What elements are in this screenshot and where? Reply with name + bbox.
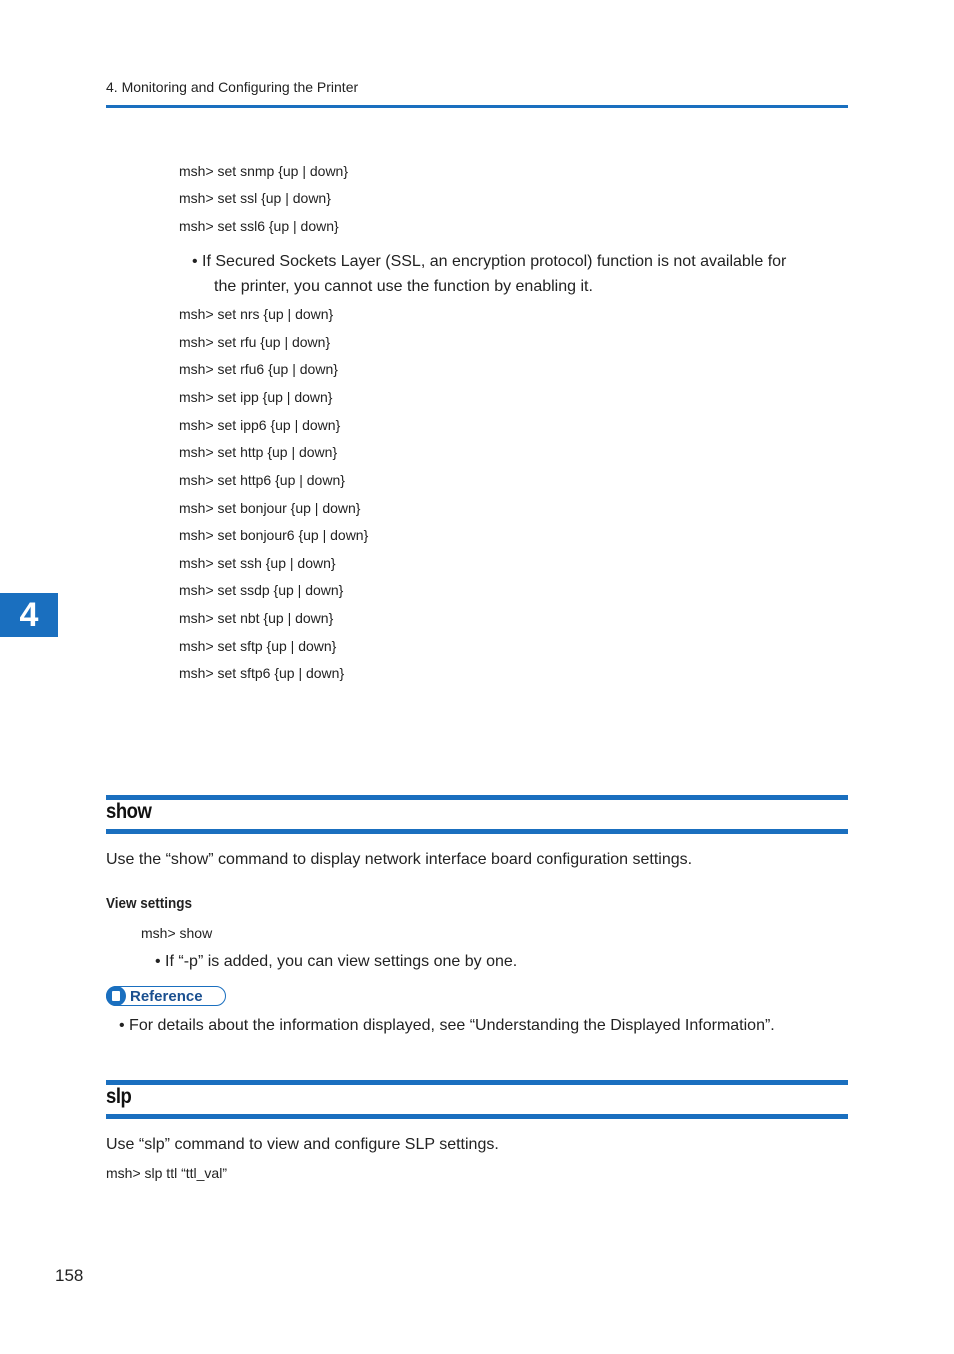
reference-badge (106, 986, 226, 1006)
command-line: msh> set nbt {up | down} (179, 610, 334, 626)
show-note: • If “-p” is added, you can view settings one by one. (155, 953, 518, 970)
section-rule-top (106, 1080, 848, 1085)
subheading-view-settings: View settings (106, 895, 193, 912)
command-line: msh> set ssh {up | down} (179, 555, 336, 571)
section-rule-bottom (106, 1114, 848, 1119)
section-rule-top (106, 795, 848, 800)
command-line: msh> set rfu6 {up | down} (179, 361, 338, 377)
slp-description: Use “slp” command to view and configure SLP settings. (106, 1136, 499, 1153)
command-line: msh> set snmp {up | down} (179, 163, 349, 179)
command-line: msh> set nrs {up | down} (179, 306, 334, 322)
ssl-note-line-2: the printer, you cannot use the function by enabling it. (214, 278, 593, 295)
section-title-slp: slp (106, 1085, 132, 1108)
command-line: msh> set bonjour {up | down} (179, 500, 361, 516)
command-line: msh> set ipp6 {up | down} (179, 417, 341, 433)
command-line: msh> show (141, 925, 213, 941)
command-line: msh> set ssl6 {up | down} (179, 218, 339, 234)
running-header: 4. Monitoring and Configuring the Printer (106, 79, 359, 95)
command-line: msh> set bonjour6 {up | down} (179, 527, 369, 543)
command-line: msh> set ssl {up | down} (179, 190, 331, 206)
command-line: msh> set sftp {up | down} (179, 638, 337, 654)
command-line: msh> slp ttl “ttl_val” (106, 1165, 227, 1181)
reference-icon (106, 986, 126, 1006)
command-line: msh> set http {up | down} (179, 444, 338, 460)
chapter-tab: 4 (0, 593, 58, 637)
reference-text: • For details about the information displayed, see “Understanding the Displayed Information”. (119, 1017, 775, 1034)
section-rule-bottom (106, 829, 848, 834)
header-rule (106, 105, 848, 108)
page-number: 158 (55, 1266, 84, 1285)
command-line: msh> set rfu {up | down} (179, 334, 331, 350)
reference-label: Reference (130, 987, 203, 1005)
command-line: msh> set ipp {up | down} (179, 389, 333, 405)
section-title-show: show (106, 800, 152, 823)
command-line: msh> set sftp6 {up | down} (179, 665, 345, 681)
command-line: msh> set http6 {up | down} (179, 472, 345, 488)
command-line: msh> set ssdp {up | down} (179, 582, 344, 598)
ssl-note-line-1: • If Secured Sockets Layer (SSL, an encryption protocol) function is not available for (192, 253, 787, 270)
show-description: Use the “show” command to display network interface board configuration settings. (106, 851, 693, 868)
